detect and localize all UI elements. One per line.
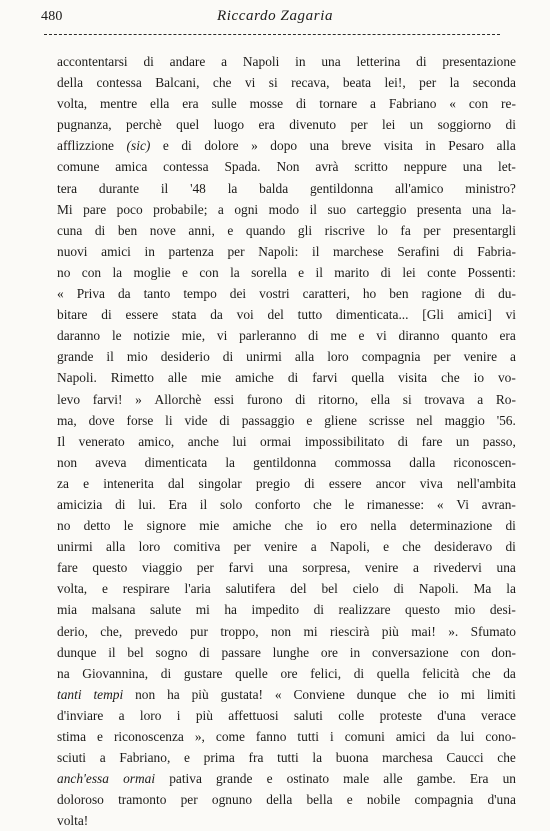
- text-line: d'inviare a loro i più affettuosi saluti colle proteste d'una verace: [57, 707, 516, 723]
- text-line: grande il mio desiderio di unirmi alla loro compagnia per venire a: [57, 349, 516, 365]
- text-line: sciuti a Fabriano, e prima fra tutti la buona marchesa Caucci che: [57, 750, 516, 766]
- text-line: tera durante il '48 la balda gentildonna all'amico ministro?: [57, 180, 516, 196]
- text-line: volta, e respirare l'aria salutifera del bel cielo di Napoli. Ma la: [57, 581, 516, 597]
- body-text: [57, 51, 516, 831]
- text-line: daranno le notizie mie, vi parleranno di me e vi diranno quanto era: [57, 328, 516, 344]
- text-line: volta, mentre ella era sulle mosse di tornare a Fabriano « con re-: [57, 96, 516, 112]
- text-line: za e intenerita dal singolar pregio di essere ancor viva nell'ambita: [57, 475, 516, 491]
- text-line: amicizia di lui. Era il solo conforto che le rimanesse: « Vi avran-: [57, 496, 516, 512]
- text-line: volta!: [57, 813, 89, 829]
- text-line: no con la moglie e con la sorella e il marito di lei conte Possenti:: [57, 264, 516, 280]
- text-line: Mi pare poco probabile; a ogni modo il suo carteggio presenta una la-: [57, 201, 516, 217]
- text-line: unirmi alla loro comitiva per venire a Napoli, e che desideravo di: [57, 539, 516, 555]
- text-line: dunque il bel sogno di passare lunghe ore in conversazione con don-: [57, 644, 516, 660]
- text-line: doloroso tramonto per ognuno della bella e nobile compagnia d'una: [57, 792, 516, 808]
- text-line: derio, che, prevedo pur troppo, non mi riescirà più mai! ». Sfumato: [57, 623, 516, 639]
- text-line: cuna di ben nove anni, e quando gli riscrive lo fa per presentargli: [57, 222, 516, 238]
- text-line: tanti tempi non ha più gustata! « Conviene dunque che io mi limiti: [57, 686, 516, 702]
- text-line: Il venerato amico, anche lui ormai impossibilitato di fare un passo,: [57, 433, 516, 449]
- text-line: della contessa Balcani, che vi si recava, beata lei!, per la seconda: [57, 75, 516, 91]
- text-line: stima e riconoscenza », come fanno tutti i comuni amici da lui cono-: [57, 729, 516, 744]
- text-line: fare questo viaggio per farvi una sorpresa, venire a rivedervi una: [57, 560, 516, 576]
- text-line: non aveva dimenticata la gentildonna commossa dalla riconoscen-: [57, 454, 516, 470]
- text-line: levo farvi! » Allorchè essi furono di ritorno, ella si trovava a Ro-: [57, 391, 516, 407]
- text-line: comune amica contessa Spada. Non avrà scritto neppure una let-: [57, 159, 516, 175]
- text-line: na Giovannina, di gustare quelle ore felici, di quella felicità che da: [57, 665, 516, 681]
- running-head: Riccardo Zagaria: [216, 8, 334, 24]
- text-line: accontentarsi di andare a Napoli in una letterina di presentazione: [57, 54, 516, 69]
- text-line: « Priva da tanto tempo dei vostri caratteri, ho ben ragione di du-: [57, 286, 516, 302]
- text-line: afflizzione (sic) e di dolore » dopo una breve visita in Pesaro alla: [57, 138, 516, 154]
- text-line: pugnanza, perchè quel luogo era divenuto per lei un soggiorno di: [57, 117, 516, 133]
- page-number: 480: [41, 9, 63, 24]
- text-line: anch'essa ormai pativa grande e ostinato male alle gambe. Era un: [57, 771, 516, 787]
- text-line: no detto le signore mie amiche che io ero nella determinazione di: [57, 518, 516, 534]
- header-rule: [44, 34, 500, 35]
- text-line: Napoli. Rimetto alle mie amiche di farvi quella visita che io vo-: [57, 370, 516, 386]
- text-line: bitare di essere stata da voi del tutto dimenticata... [Gli amici] vi: [57, 307, 516, 323]
- text-line: mia malsana salute mi ha impedito di realizzare questo mio desi-: [57, 602, 516, 618]
- text-line: nuovi amici in partenza per Napoli: il marchese Serafini di Fabria-: [57, 243, 516, 259]
- text-line: ma, dove forse li vide di passaggio e gliene scrisse nel maggio '56.: [57, 412, 516, 428]
